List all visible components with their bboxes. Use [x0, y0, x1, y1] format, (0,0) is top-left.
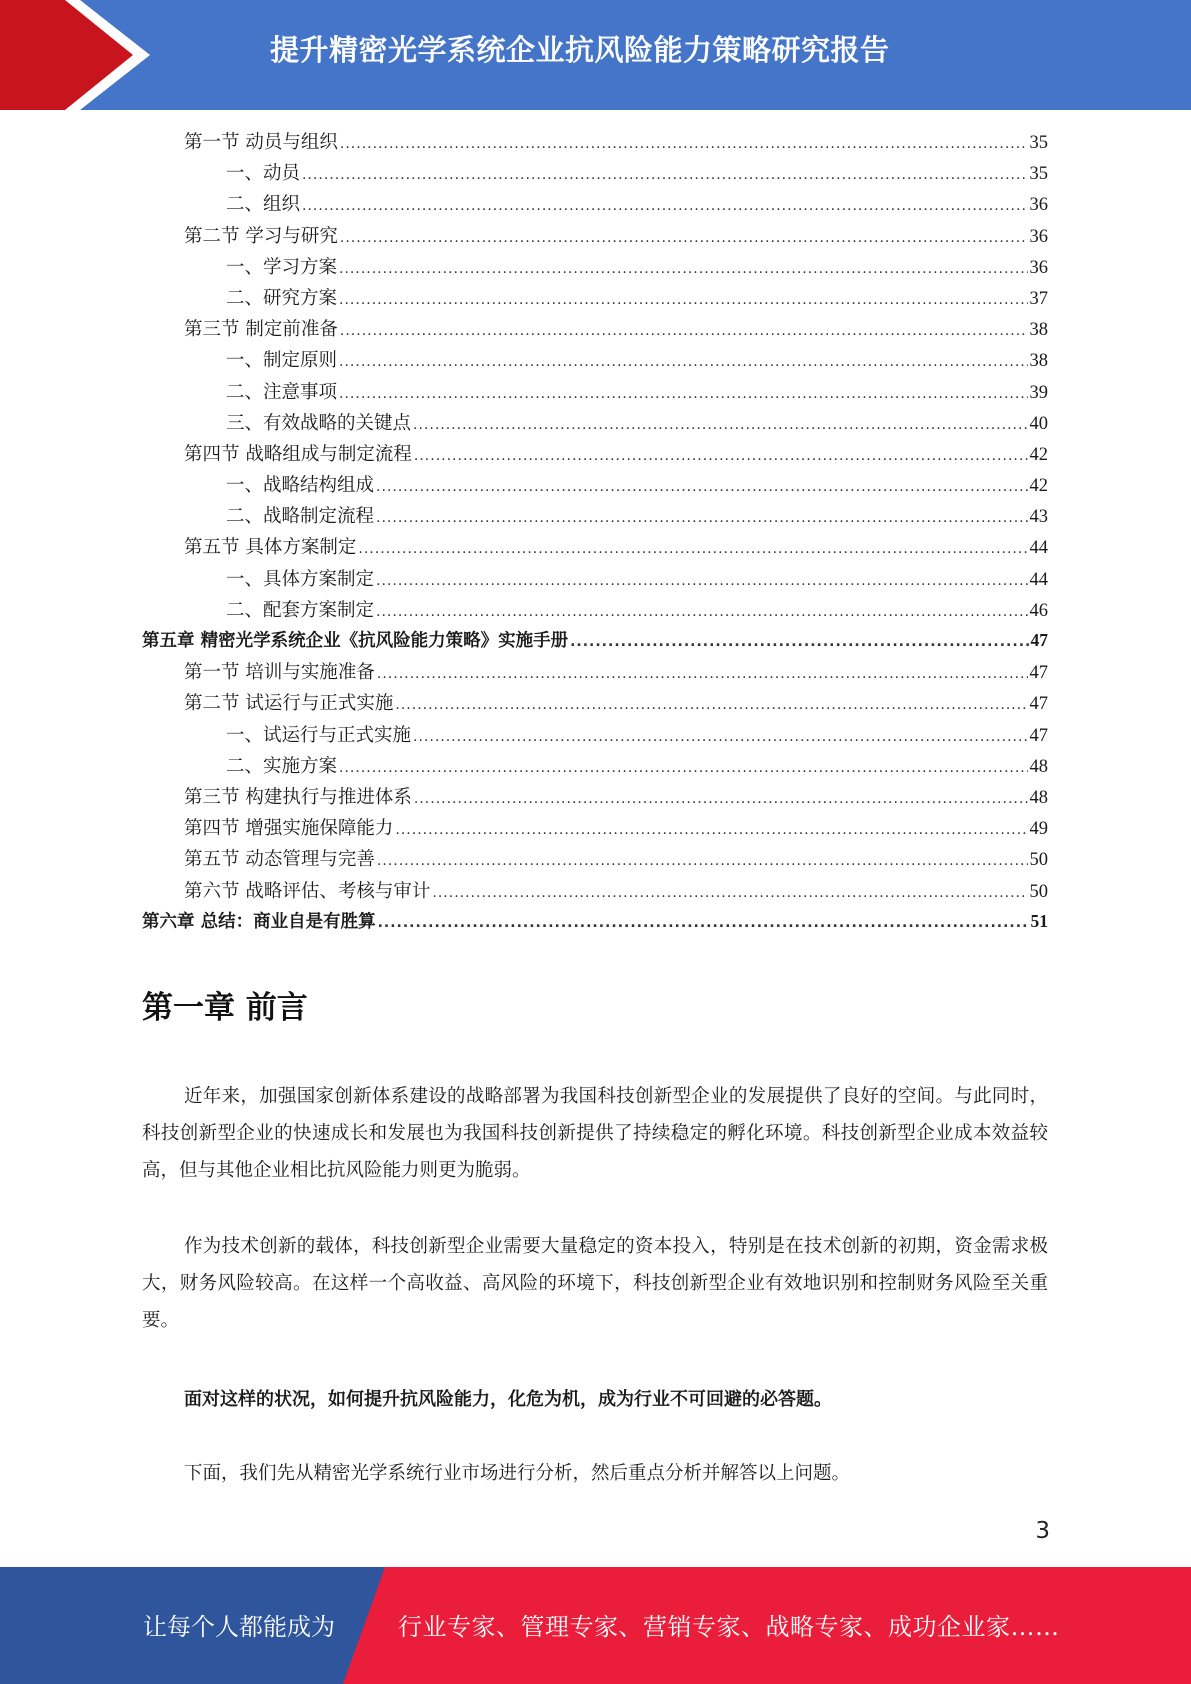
page-number: 3 [1035, 1518, 1050, 1544]
toc-entry-label: 第六章 总结：商业自是有胜算 [142, 911, 376, 932]
toc-leader-dots [339, 261, 1027, 277]
toc-section-entry[interactable] [142, 128, 1048, 159]
toc-leader-dots [378, 915, 1029, 931]
toc-entry-page: 44 [1029, 569, 1048, 590]
toc-leader-dots [340, 323, 1028, 339]
toc-leader-dots [376, 604, 1027, 620]
toc-leader-dots [339, 292, 1027, 308]
toc-leader-dots [339, 386, 1027, 402]
toc-entry-label: 第二节 学习与研究 [184, 225, 338, 247]
header-arrow-decoration [0, 0, 220, 110]
toc-entry-page: 39 [1029, 382, 1048, 403]
emphasis-paragraph: 面对这样的状况，如何提升抗风险能力，化危为机，成为行业不可回避的必答题。 [184, 1389, 832, 1410]
toc-entry-label: 一、学习方案 [226, 256, 338, 278]
toc-entry-label: 二、注意事项 [226, 381, 338, 403]
toc-leader-dots [413, 417, 1027, 433]
toc-entry-page: 47 [1029, 663, 1048, 684]
toc-entry-label: 一、具体方案制定 [226, 568, 375, 590]
toc-entry-label: 三、有效战略的关键点 [226, 412, 412, 434]
toc-entry-page: 50 [1029, 881, 1048, 902]
toc-entry-label: 第六节 战略评估、考核与审计 [184, 880, 431, 902]
toc-entry-page: 51 [1030, 910, 1048, 931]
footer-slogan-right: 行业专家、管理专家、营销专家、战略专家、成功企业家…… [398, 1613, 1060, 1641]
toc-section-entry[interactable] [142, 440, 1048, 471]
toc-section-entry[interactable] [142, 783, 1048, 814]
toc-entry-label: 二、实施方案 [226, 755, 338, 777]
toc-subsection-entry[interactable] [142, 378, 1048, 409]
toc-entry-label: 第三节 构建执行与推进体系 [184, 786, 412, 808]
toc-entry-page: 38 [1029, 320, 1048, 341]
toc-entry-page: 42 [1029, 444, 1048, 465]
toc-entry-page: 47 [1030, 630, 1048, 650]
toc-entry-page: 36 [1029, 257, 1048, 278]
toc-section-entry[interactable] [142, 845, 1048, 876]
toc-entry-label: 第一节 动员与组织 [184, 132, 338, 153]
toc-leader-dots [340, 136, 1028, 152]
toc-subsection-entry[interactable] [142, 565, 1048, 596]
toc-section-entry[interactable] [142, 689, 1048, 720]
toc-entry-page: 37 [1029, 288, 1048, 309]
toc-leader-dots [377, 666, 1028, 682]
toc-entry-label: 一、试运行与正式实施 [226, 724, 412, 746]
toc-section-entry[interactable] [142, 814, 1048, 845]
toc-section-entry[interactable] [142, 533, 1048, 564]
toc-leader-dots [339, 760, 1027, 776]
toc-subsection-entry[interactable] [142, 159, 1048, 190]
toc-entry-page: 44 [1029, 538, 1048, 559]
toc-entry-page: 42 [1029, 476, 1048, 497]
toc-entry-label: 第二节 试运行与正式实施 [184, 693, 394, 715]
toc-leader-dots [377, 853, 1028, 869]
table-of-contents [142, 128, 1048, 939]
toc-subsection-entry[interactable] [142, 596, 1048, 627]
toc-section-entry[interactable] [142, 315, 1048, 346]
toc-entry-label: 第四节 战略组成与制定流程 [184, 443, 412, 465]
toc-leader-dots [376, 573, 1027, 589]
paragraph: 作为技术创新的载体，科技创新型企业需要大量稳定的资本投入，特别是在技术创新的初期，资金需求极大，财务风险较高。在这样一个高收益、高风险的环境下，科技创新型企业有效地识别和控制财务风险至关重要。 [142, 1236, 1048, 1331]
toc-section-entry[interactable] [142, 222, 1048, 253]
toc-entry-label: 二、配套方案制定 [226, 599, 375, 621]
toc-subsection-entry[interactable] [142, 284, 1048, 315]
toc-entry-page: 48 [1029, 787, 1048, 808]
toc-entry-label: 第一节 培训与实施准备 [184, 662, 375, 684]
toc-subsection-entry[interactable] [142, 502, 1048, 533]
toc-chapter-entry[interactable] [142, 627, 1048, 658]
toc-entry-label: 二、组织 [226, 194, 301, 216]
toc-leader-dots [432, 885, 1027, 901]
toc-entry-page: 36 [1029, 195, 1048, 216]
toc-leader-dots [395, 822, 1027, 838]
toc-entry-page: 43 [1029, 507, 1048, 528]
toc-leader-dots [302, 198, 1027, 214]
toc-subsection-entry[interactable] [142, 471, 1048, 502]
toc-entry-page: 40 [1029, 413, 1048, 434]
toc-entry-page: 47 [1029, 694, 1048, 715]
footer-slogan-left: 让每个人都能成为 [143, 1613, 335, 1641]
page-header [0, 0, 1191, 110]
toc-leader-dots [339, 354, 1027, 370]
toc-leader-dots [376, 479, 1027, 495]
toc-leader-dots [340, 230, 1028, 246]
toc-entry-page: 36 [1029, 226, 1048, 247]
toc-entry-label: 一、动员 [226, 163, 301, 185]
toc-entry-page: 35 [1029, 133, 1048, 153]
toc-entry-page: 50 [1029, 850, 1048, 871]
toc-section-entry[interactable] [142, 877, 1048, 908]
toc-entry-page: 38 [1029, 351, 1048, 372]
toc-entry-label: 第五节 具体方案制定 [184, 537, 357, 559]
toc-subsection-entry[interactable] [142, 190, 1048, 221]
document-title: 提升精密光学系统企业抗风险能力策略研究报告 [270, 33, 890, 67]
toc-entry-page: 48 [1029, 756, 1048, 777]
toc-entry-label: 二、战略制定流程 [226, 506, 375, 528]
toc-entry-label: 二、研究方案 [226, 287, 338, 309]
toc-leader-dots [413, 729, 1027, 745]
toc-entry-page: 49 [1029, 819, 1048, 840]
toc-leader-dots [376, 510, 1027, 526]
toc-leader-dots [358, 541, 1027, 557]
toc-subsection-entry[interactable] [142, 409, 1048, 440]
toc-subsection-entry[interactable] [142, 346, 1048, 377]
toc-entry-label: 第四节 增强实施保障能力 [184, 818, 394, 840]
toc-subsection-entry[interactable] [142, 721, 1048, 752]
toc-subsection-entry[interactable] [142, 752, 1048, 783]
toc-entry-label: 第五章 精密光学系统企业《抗风险能力策略》实施手册 [142, 631, 569, 651]
toc-leader-dots [414, 448, 1028, 464]
toc-chapter-entry[interactable] [142, 908, 1048, 939]
toc-leader-dots [395, 697, 1027, 713]
toc-entry-page: 35 [1029, 164, 1048, 185]
paragraph: 下面，我们先从精密光学系统行业市场进行分析，然后重点分析并解答以上问题。 [184, 1463, 851, 1484]
paragraph: 近年来，加强国家创新体系建设的战略部署为我国科技创新型企业的发展提供了良好的空间。与此同时，科技创新型企业的快速成长和发展也为我国科技创新提供了持续稳定的孵化环境。科技创新型企业成本效益较高，但与其他企业相比抗风险能力则更为脆弱。 [142, 1086, 1048, 1181]
page-footer [0, 1567, 1191, 1684]
toc-entry-label: 一、制定原则 [226, 350, 338, 372]
toc-entry-label: 第三节 制定前准备 [184, 319, 338, 341]
toc-leader-dots [302, 167, 1027, 183]
toc-leader-dots [570, 634, 1028, 650]
chapter-title: 第一章 前言 [142, 990, 308, 1026]
toc-section-entry[interactable] [142, 658, 1048, 689]
toc-entry-page: 47 [1029, 725, 1048, 746]
toc-leader-dots [414, 791, 1028, 807]
toc-subsection-entry[interactable] [142, 253, 1048, 284]
toc-entry-label: 第五节 动态管理与完善 [184, 849, 375, 871]
toc-entry-label: 一、战略结构组成 [226, 475, 375, 497]
toc-entry-page: 46 [1029, 600, 1048, 621]
